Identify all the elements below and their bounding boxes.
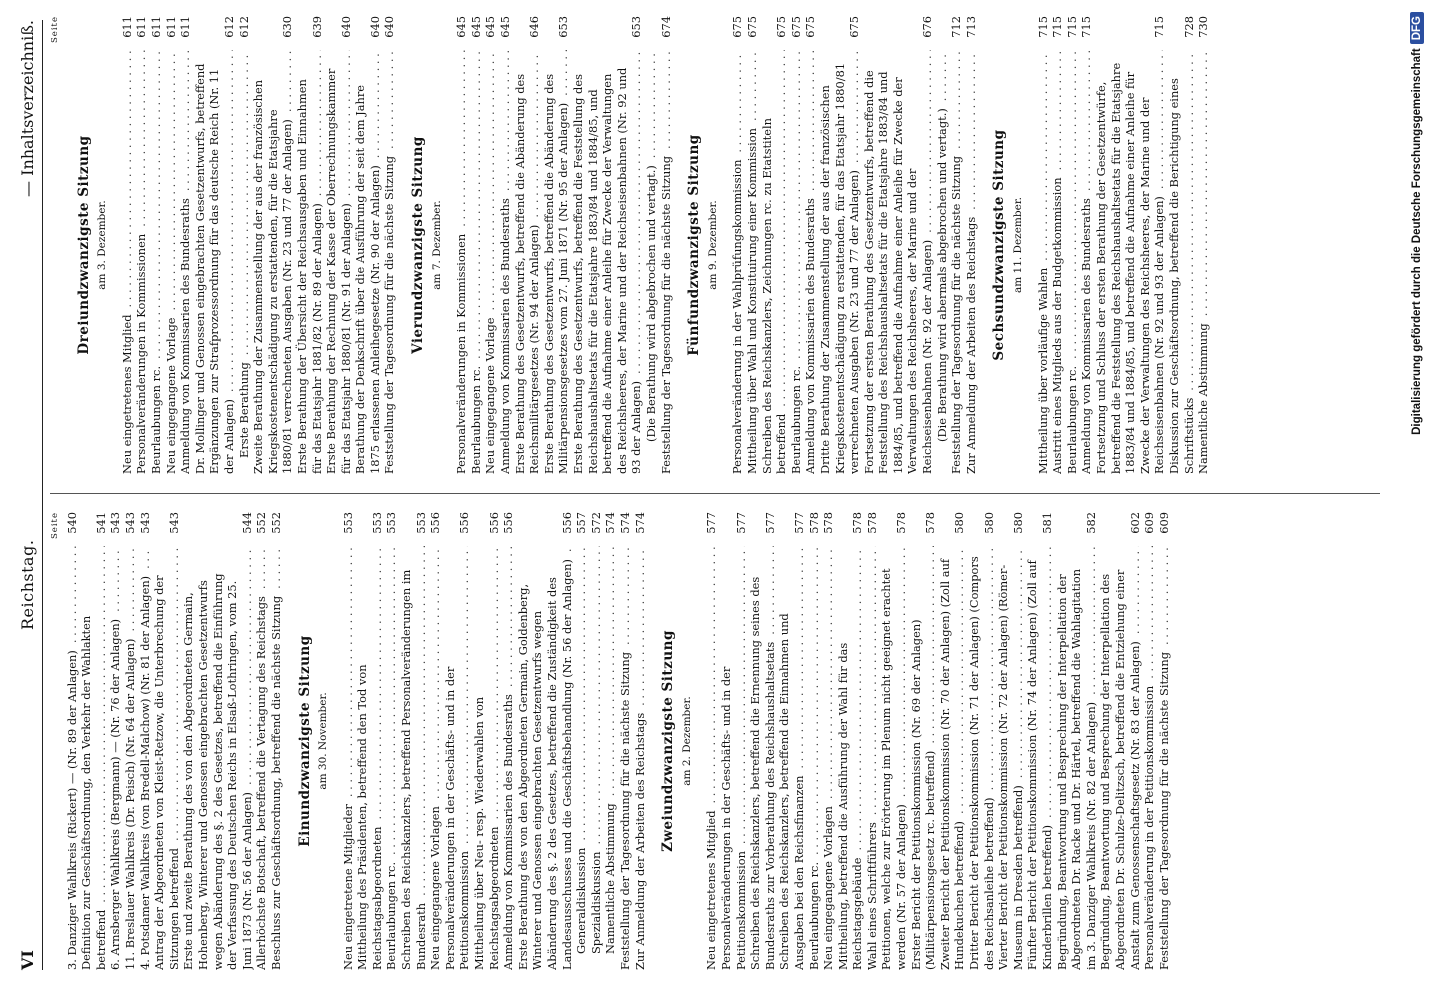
toc-entry-text: Neu eingetretenes Mitglied [120, 311, 134, 474]
dfg-logo: DFG [1410, 12, 1424, 44]
toc-page-number: 578 [894, 512, 909, 534]
toc-entry-text: 4. Potsdamer Wahlkreis (von Bredell-Malchow) (Nr. 81 der Anlagen) [138, 573, 152, 970]
toc-entry [120, 16, 135, 474]
toc-page-number: 543 [137, 512, 152, 534]
toc-entry-text: 3. Danziger Wahlkreis (Rickert) — (Nr. 89 der Anlagen) [65, 647, 79, 970]
toc-entry-text: Definition zur Geschäftsordnung, den Verkehr der Wahlakten betreffend [79, 615, 108, 970]
toc-page-number: 645 [483, 16, 498, 38]
toc-page-number: 553 [369, 512, 384, 534]
session-date: am 2. Dezember. [680, 696, 693, 786]
toc-entry [454, 16, 469, 474]
toc-page-number: 578 [806, 512, 821, 534]
toc-column-left [48, 512, 1171, 970]
toc-entry-text: Beurlaubungen rc. [384, 859, 398, 970]
toc-entry [879, 512, 908, 970]
toc-page-number: 552 [268, 512, 283, 534]
toc-entry-text: Schreiben des Reichskanzlers, betreffend die Einnahmen und Ausgaben bei den Reichsfinanzen [777, 613, 806, 970]
toc-entry [1167, 16, 1196, 474]
toc-page-number: 675 [788, 16, 803, 38]
toc-page-number: 578 [821, 512, 836, 534]
toc-entry-text: Neu eingegangene Vorlagen [821, 803, 835, 970]
toc-entry [748, 512, 777, 970]
toc-page-number: 712 [949, 16, 964, 38]
toc-entry [807, 512, 822, 970]
toc-entry [513, 16, 542, 474]
toc-page-number: 675 [774, 16, 789, 38]
toc-entry-text: Spezialdiskussion [589, 849, 603, 954]
toc-entry [633, 512, 648, 970]
toc-entry-text: Neu eingegangene Vorlagen [428, 803, 442, 970]
toc-page-number: 645 [468, 16, 483, 38]
toc-page-number: 675 [744, 16, 759, 38]
toc-entry-text: Anmeldung von Kommissarien des Bundesraths [498, 195, 512, 474]
toc-entry [353, 16, 382, 474]
toc-entry [964, 16, 979, 474]
toc-entry-text: Namentliche Abstimmung [1196, 320, 1210, 474]
toc-entry [618, 512, 633, 970]
toc-page-number: 602 [1127, 512, 1142, 534]
toc-entry [1142, 512, 1157, 970]
toc-page-number: 552 [254, 512, 269, 534]
toc-entry [382, 16, 397, 474]
toc-entry-text: Mittheilung, betreffend die Ausführung der Wahl für das Reichstagsgebäude [835, 642, 865, 970]
toc-entry [836, 512, 865, 970]
toc-entry-text: Personalveränderung in der Petitionskommission [1142, 683, 1156, 970]
toc-page-number: 645 [454, 16, 469, 38]
toc-entry [1025, 512, 1054, 970]
toc-entry [443, 512, 472, 970]
toc-page-number: 572 [588, 512, 603, 534]
header-left-title: Reichstag. [18, 539, 37, 630]
toc-page-number: 630 [280, 16, 295, 38]
toc-page-number: 715 [1152, 16, 1167, 38]
toc-page-number: 540 [64, 512, 79, 534]
toc-page-number: 674 [658, 16, 673, 38]
toc-entry [1065, 16, 1080, 474]
toc-entry [704, 512, 719, 970]
toc-entry [237, 16, 252, 474]
toc-entry [149, 16, 164, 474]
toc-entry-text: Anmeldung von Kommissarien des Bundesraths [178, 195, 192, 474]
toc-entry-text: Erste Berathung der Übersicht der Reichsausgaben und Einnahmen für das Etatsjahr 1881/82 (Nr. 89 der Anlagen) [294, 79, 324, 474]
toc-entry [1196, 16, 1211, 474]
toc-page-number: 653 [629, 16, 644, 38]
session-date: am 9. Dezember. [706, 200, 719, 290]
toc-page-number: 611 [134, 16, 149, 38]
toc-entry [821, 512, 836, 970]
toc-page-number: 611 [178, 16, 193, 38]
toc-page-number: 577 [791, 512, 806, 534]
toc-entry [384, 512, 399, 970]
toc-entry-text: Schreiben des Reichskanzlers, Zeichnungen rc. zu Etatstiteln betreffend [759, 118, 789, 474]
toc-page-number: 646 [527, 16, 542, 38]
toc-entry [542, 16, 571, 474]
seite-label: Seite [50, 512, 60, 540]
toc-page-number: 556 [428, 512, 443, 534]
session-heading: Vierundzwanzigste Sitzung [410, 136, 427, 354]
toc-entry [777, 512, 806, 970]
toc-entry-text: Schreiben des Reichskanzlers, betreffend die Ernennung seines des Bundesraths zur Vorberathung des Reichshaushaltsetats [748, 576, 777, 970]
toc-entry-text: Begründung, Beantwortung und Besprechung der Interpellation des Abgeordneten Dr. Schulze-Delitzsch, betreffend die Entziehung einer Anstalt zum Genossenschaftsgesetz (Nr. 83 der Anlagen) [1098, 569, 1142, 970]
session-date: am 11. Dezember. [1012, 196, 1025, 294]
toc-entry [295, 16, 324, 474]
toc-entry [134, 16, 149, 474]
toc-entry [428, 512, 443, 970]
toc-entry [745, 16, 760, 474]
toc-page-number: 609 [1156, 512, 1171, 534]
toc-entry [1036, 16, 1051, 474]
toc-entry [108, 512, 123, 970]
toc-entry-text: Dr. Mollinger und Genossen eingebrachten Gesetzentwurfs, betreffend Ergänzungen zur Strafprozessordnung für das deutsche Reich (Nr. 11 der Anlagen) [192, 63, 236, 474]
toc-entry-text: Zweite Berathung der Zusammenstellung der aus der französischen Kriegskostenentschädigung zu erstattenden, für die Etatsjahre 1880/81 verrechneten Ausgaben (Nr. 23 und 77 der Anlagen) [251, 79, 295, 474]
toc-entry [164, 16, 179, 474]
toc-entry-text: Erste Berathung des Gesetzentwurfs, betreffend die Feststellung des Reichshaushaltsetats für die Etatsjahre 1883/84 und 1884/85, und betreffend die Aufnahme einer Anleihe für Zwecke der Verwaltungen des Reichsheeres, der Marine und der Reichseisenbahnen (Nr. 92 und 93 der Anlagen) [571, 67, 644, 474]
toc-entry-text: Feststellung der Tagesordnung für die nächste Sitzung [949, 153, 963, 474]
toc-page-number: 574 [632, 512, 647, 534]
toc-entry [123, 512, 138, 970]
toc-entry [996, 512, 1025, 970]
toc-entry-text: Namentliche Abstimmung [603, 800, 617, 954]
toc-entry-text: Berathung der Denkschrift über die Ausführung der seit dem Jahre 1875 erlassenen Anleihegesetze (Nr. 90 der Anlagen) [353, 84, 382, 474]
session-heading: Zweiundzwanzigste Sitzung [660, 630, 677, 852]
toc-entry [818, 16, 862, 474]
column-divider [50, 493, 1380, 494]
seite-label: Seite [50, 16, 60, 44]
toc-page-number: 675 [730, 16, 745, 38]
toc-entry-text: Personalveränderungen in Kommissionen [454, 231, 468, 474]
session-heading: Dreiundzwanzigste Sitzung [75, 135, 92, 355]
toc-entry [469, 16, 484, 474]
toc-page-number: 612 [221, 16, 236, 38]
toc-page-number: 553 [384, 512, 399, 534]
toc-entry [589, 512, 604, 970]
toc-page-number: 653 [556, 16, 571, 38]
toc-entry [181, 512, 254, 970]
toc-column-right [48, 16, 1211, 474]
toc-entry-text: Personalveränderungen in der Geschäfts- und in der Petitionskommission [442, 666, 472, 970]
toc-entry [65, 512, 80, 970]
toc-entry [789, 16, 804, 474]
toc-entry-text: (Die Berathung wird abermals abgebrochen und vertagt.) [935, 105, 949, 442]
toc-entry-text: Feststellung der Tagesordnung für die nächste Sitzung [1157, 649, 1171, 970]
toc-entry-text: Beurlaubungen rc. [807, 859, 821, 970]
toc-entry-text: Neu eingetretenes Mitglied [704, 807, 718, 970]
toc-entry-text: Wahl eines Schriftführers [865, 819, 879, 970]
toc-page-number: 574 [617, 512, 632, 534]
toc-entry-text: Personalveränderungen in Kommissionen [134, 231, 148, 474]
toc-entry-text: Beurlaubungen rc. [1065, 363, 1079, 474]
toc-entry [803, 16, 818, 474]
toc-page-number: 715 [1079, 16, 1094, 38]
session-date: am 3. Dezember. [96, 200, 109, 290]
toc-entry-text: Neu eingegangene Vorlage [483, 314, 497, 474]
toc-entry [152, 512, 181, 970]
toc-entry [967, 512, 996, 970]
toc-page-number: 676 [920, 16, 935, 38]
toc-entry [935, 16, 950, 474]
toc-entry-text: Beurlaubungen rc. [789, 363, 803, 474]
toc-page-number: 578 [850, 512, 865, 534]
toc-entry [571, 16, 644, 474]
toc-page-number: 715 [1035, 16, 1050, 38]
toc-page-number: 577 [762, 512, 777, 534]
toc-entry-text: Mittheilung über Wahl und Konstituirung einer Kommission [745, 125, 759, 474]
toc-page-number: 612 [236, 16, 251, 38]
toc-page-number: 553 [340, 512, 355, 534]
toc-page-number: 580 [952, 512, 967, 534]
toc-page-number: 556 [457, 512, 472, 534]
toc-page-number: 543 [122, 512, 137, 534]
toc-entry [516, 512, 574, 970]
toc-page-number: 611 [148, 16, 163, 38]
toc-page-number: 639 [309, 16, 324, 38]
toc-page-number: 578 [864, 512, 879, 534]
toc-page-number: 640 [338, 16, 353, 38]
toc-page-number: 611 [163, 16, 178, 38]
toc-entry [193, 16, 237, 474]
toc-page-number: 611 [119, 16, 134, 38]
toc-page-number: 645 [498, 16, 513, 38]
toc-entry-text: Anmeldung von Kommissarien des Bundesraths [1079, 195, 1093, 474]
toc-entry [1094, 16, 1167, 474]
toc-entry [719, 512, 748, 970]
toc-entry-text: Neu eingegangene Vorlage [164, 314, 178, 474]
toc-page-number: 580 [1010, 512, 1025, 534]
toc-page-number: 609 [1142, 512, 1157, 534]
toc-page-number: 543 [108, 512, 123, 534]
toc-entry [644, 16, 659, 474]
toc-entry-text: Austritt eines Mitglieds aus der Budgetkommission [1050, 174, 1064, 474]
toc-entry-text: Petitionen, welche zur Erörterung im Plenum nicht geeignet erachtet werden (Nr. 57 der Anlagen) [879, 568, 909, 970]
toc-page-number: 581 [1040, 512, 1054, 534]
toc-page-number: 556 [559, 512, 574, 534]
toc-page-number: 556 [501, 512, 516, 534]
toc-entry-text: Mittheilung über vorläufige Wahlen [1036, 265, 1050, 474]
toc-entry-text: Erste Berathung des von den Abgeordneten Germain, Goldenberg, Winterer und Genossen eingebrachten Gesetzentwurfs wegen Abänderung des §. 2 des Gesetzes, betreffend die Zuständigkeit des Landesausschusses und die Geschäftsbehandlung (Nr. 56 der Anlagen) [516, 556, 574, 970]
toc-page-number: 728 [1181, 16, 1196, 38]
toc-entry-text: Fortsetzung und Schluss der ersten Berathung der Gesetzentwürfe, betreffend die Feststellung des Reichshaushaltsetats für die Etatsjahre 1883/84 und 1884/85, und betreffend die Aufnahme einer Anleihe für Zwecke der Verwaltungen des Reichsheeres, der Marine und der Reichseisenbahnen (Nr. 92 und 93 der Anlagen) [1094, 62, 1167, 474]
toc-entry-text: Zweiter Bericht der Petitionskommission (Nr. 70 der Anlagen) (Zoll auf Hundekuchen betreffend) [937, 558, 967, 970]
toc-entry [355, 512, 384, 970]
toc-entry [341, 512, 356, 970]
toc-entry [1079, 16, 1094, 474]
toc-page-number: 713 [963, 16, 978, 38]
toc-entry [760, 16, 789, 474]
toc-entry [603, 512, 618, 970]
toc-page-number: 553 [413, 512, 428, 534]
toc-page-number: 582 [1083, 512, 1098, 534]
toc-entry-text: Erste und zweite Berathung des von den Abgeordneten Germain, Hohenberg, Winterer und Genossen eingebrachten Gesetzentwurfs wegen Abänderung des §. 2 des Gesetzes, betreffend die Einführung der Verfassung des Deutschen Reichs in Elsaß-Lothringen, vom 25. Juni 1873 (Nr. 56 der Anlagen) [181, 573, 254, 970]
toc-entry-text: Mittheilung des Präsidenten, betreffend den Tod von Reichstagsabgeordneten [355, 664, 384, 970]
toc-page-number: 578 [923, 512, 938, 534]
toc-page-number: 580 [981, 512, 996, 534]
toc-entry-text: Zur Anmeldung der Arbeiten des Reichstags [964, 214, 978, 474]
toc-page-number: 640 [382, 16, 397, 38]
toc-entry [1157, 512, 1172, 970]
toc-entry-text: Fortsetzung der ersten Berathung des Gesetzentwurfs, betreffend die Feststellung des Reichshaushaltsetats für die Etatsjahre 1883/84 und 1884/85, und betreffend die Aufnahme einer Anleihe für Zwecke der Verwaltungen des Reichsheeres, der Marine und der Reichseisenbahnen (Nr. 92 der Anlagen) [861, 70, 935, 474]
toc-entry [269, 512, 284, 970]
toc-page-number: 715 [1064, 16, 1079, 38]
session-heading: Fünfundzwanzigste Sitzung [686, 134, 703, 356]
toc-entry-text: Generaldiskussion [574, 845, 588, 954]
toc-entry [574, 512, 589, 970]
toc-page-number: 543 [166, 512, 181, 534]
toc-page-number: 715 [1050, 16, 1065, 38]
toc-page-number: 577 [704, 512, 719, 534]
credit-text: Digitalisierung gefördert durch die Deutsche Forschungsgemeinschaft [1411, 48, 1423, 435]
toc-entry-text: Vierter Bericht der Petitionskommission (Nr. 72 der Anlagen) (Römer-Museum in Dresden betreffend) [996, 564, 1025, 970]
toc-entry-text: Feststellung der Tagesordnung für die nächste Sitzung [382, 153, 396, 474]
toc-entry-text: Feststellung der Tagesordnung für die nächste Sitzung [659, 153, 673, 474]
toc-entry-text: Erste Berathung des Gesetzentwurfs, betreffend die Abänderung des Reichsmilitärgesetzes (Nr. 94 der Anlagen) [512, 73, 542, 474]
toc-entry [254, 512, 269, 970]
toc-entry [865, 512, 880, 970]
toc-page-number: 541 [93, 512, 108, 534]
toc-entry-text: (Die Berathung wird abgebrochen und vertagt.) [644, 162, 658, 442]
toc-entry [1098, 512, 1142, 970]
toc-page-number: 557 [574, 512, 589, 534]
toc-entry [79, 512, 108, 970]
toc-entry-text: Feststellung der Tagesordnung für die nächste Sitzung [618, 649, 632, 970]
toc-entry-text: Zur Anmeldung der Arbeiten des Reichstags [633, 710, 647, 970]
toc-page-number: 577 [733, 512, 748, 534]
session-heading: Sechsundzwanzigste Sitzung [991, 129, 1008, 361]
toc-entry-text: Anmeldung von Kommissarien des Bundesraths [501, 691, 515, 970]
toc-entry [1055, 512, 1099, 970]
toc-entry-text: Erste Berathung [237, 359, 251, 458]
toc-entry [324, 16, 353, 474]
toc-entry-text: 6. Arnsberger Wahlkreis (Bergmann) — (Nr. 76 der Anlagen) [108, 616, 122, 970]
toc-entry [251, 16, 295, 474]
toc-entry [138, 512, 153, 970]
toc-entry-text: Anmeldung von Kommissarien des Bundesraths [803, 195, 817, 474]
toc-page-number: 730 [1196, 16, 1211, 38]
toc-entry [730, 16, 745, 474]
toc-entry [399, 512, 428, 970]
toc-entry-text: Begründung, Beantwortung und Besprechung der Interpellation der Abgeordneten Dr. Racke und Dr. Härtel, betreffend die Wahlagitation im 3. Danziger Wahlkreis (Nr. 82 der Anlagen) [1054, 568, 1098, 970]
toc-entry [498, 16, 513, 474]
toc-page-number: 544 [239, 512, 254, 534]
toc-entry-text: Dritte Berathung der Zusammenstellung der aus der französischen Kriegskostenentschädigung zu erstattenden, für das Etatsjahr 1880/81 verrechneten Ausgaben (Nr. 23 und 77 der Anlagen) [817, 62, 862, 474]
toc-entry [938, 512, 967, 970]
header-right-title: — Inhaltsverzeichniß. [18, 20, 37, 197]
toc-entry [949, 16, 964, 474]
toc-entry-text: Diskussion zur Geschäftsordnung, betreffend die Berichtigung eines Schriftstücks [1166, 78, 1196, 474]
toc-entry-text: Personalveränderung in der Wahlprüfungskommission [730, 157, 744, 474]
toc-entry-text: Personalveränderungen in der Geschäfts- und in der Petitionskommission [718, 666, 748, 970]
toc-entry [862, 16, 935, 474]
toc-entry-text: Antrag der Abgeordneten von Kleist-Retzow, die Unterbrechung der Sitzungen betreffend [152, 575, 181, 970]
toc-entry [472, 512, 501, 970]
toc-page-number: 675 [803, 16, 818, 38]
toc-page-number: 675 [847, 16, 862, 38]
toc-page-number: 640 [367, 16, 382, 38]
toc-page-number: 574 [603, 512, 618, 534]
toc-entry-text: Erste Berathung der Rechnung der Kasse der Oberrechnungskammer für das Etatsjahr 1880/81 (Nr. 91 der Anlagen) [324, 68, 353, 474]
toc-entry-text: Beschluss zur Geschäftsordnung, betreffend die nächste Sitzung [269, 593, 283, 970]
toc-entry-text: Neu eingetretene Mitglieder [341, 801, 355, 970]
digitization-credit [1405, 6, 1429, 992]
page-number: VI [18, 950, 37, 970]
page-header [10, 20, 43, 970]
toc-entry [483, 16, 498, 474]
toc-entry [659, 16, 674, 474]
toc-entry [501, 512, 516, 970]
toc-entry-text: Erster Bericht der Petitionskommission (Nr. 69 der Anlagen) (Militärpensionsgesetz rc. betreffend) [908, 619, 938, 970]
toc-entry-text: Erste Berathung des Gesetzentwurfs, betreffend die Abänderung des Militärpensionsgesetzes vom 27. Juni 1871 (Nr. 95 der Anlagen) [541, 73, 571, 474]
toc-entry-text: Dritter Bericht der Petitionskommission (Nr. 71 der Anlagen) (Compors des Reichsanleihe betreffend) [967, 556, 996, 970]
toc-entry-text: Beurlaubungen rc. [149, 363, 163, 474]
session-date: am 7. Dezember. [430, 200, 443, 290]
session-heading: Einundzwanzigste Sitzung [296, 635, 313, 847]
toc-entry-text: Fünfter Bericht der Petitionskommission (Nr. 74 der Anlagen) (Zoll auf Kinderbrillen betreffend) [1025, 560, 1054, 970]
toc-entry [178, 16, 193, 474]
toc-entry [1050, 16, 1065, 474]
toc-entry [909, 512, 938, 970]
toc-entry-text: Allerhöchste Botschaft, betreffend die Vertagung des Reichstags [254, 593, 268, 970]
toc-page-number: 556 [486, 512, 501, 534]
toc-entry-text: 11. Breslauer Wahlkreis (Dr. Peisch) (Nr. 64 der Anlagen) [123, 636, 137, 970]
toc-entry-text: Schreiben des Reichskanzlers, betreffend Personalveränderungen im Bundesrath [399, 569, 428, 970]
toc-entry-text: Mittheilung über Neu- resp. Wiederwahlen von Reichstagsabgeordneten [472, 696, 501, 970]
toc-entry-text: Beurlaubungen rc. [469, 363, 483, 474]
session-date: am 30. November. [317, 692, 330, 790]
